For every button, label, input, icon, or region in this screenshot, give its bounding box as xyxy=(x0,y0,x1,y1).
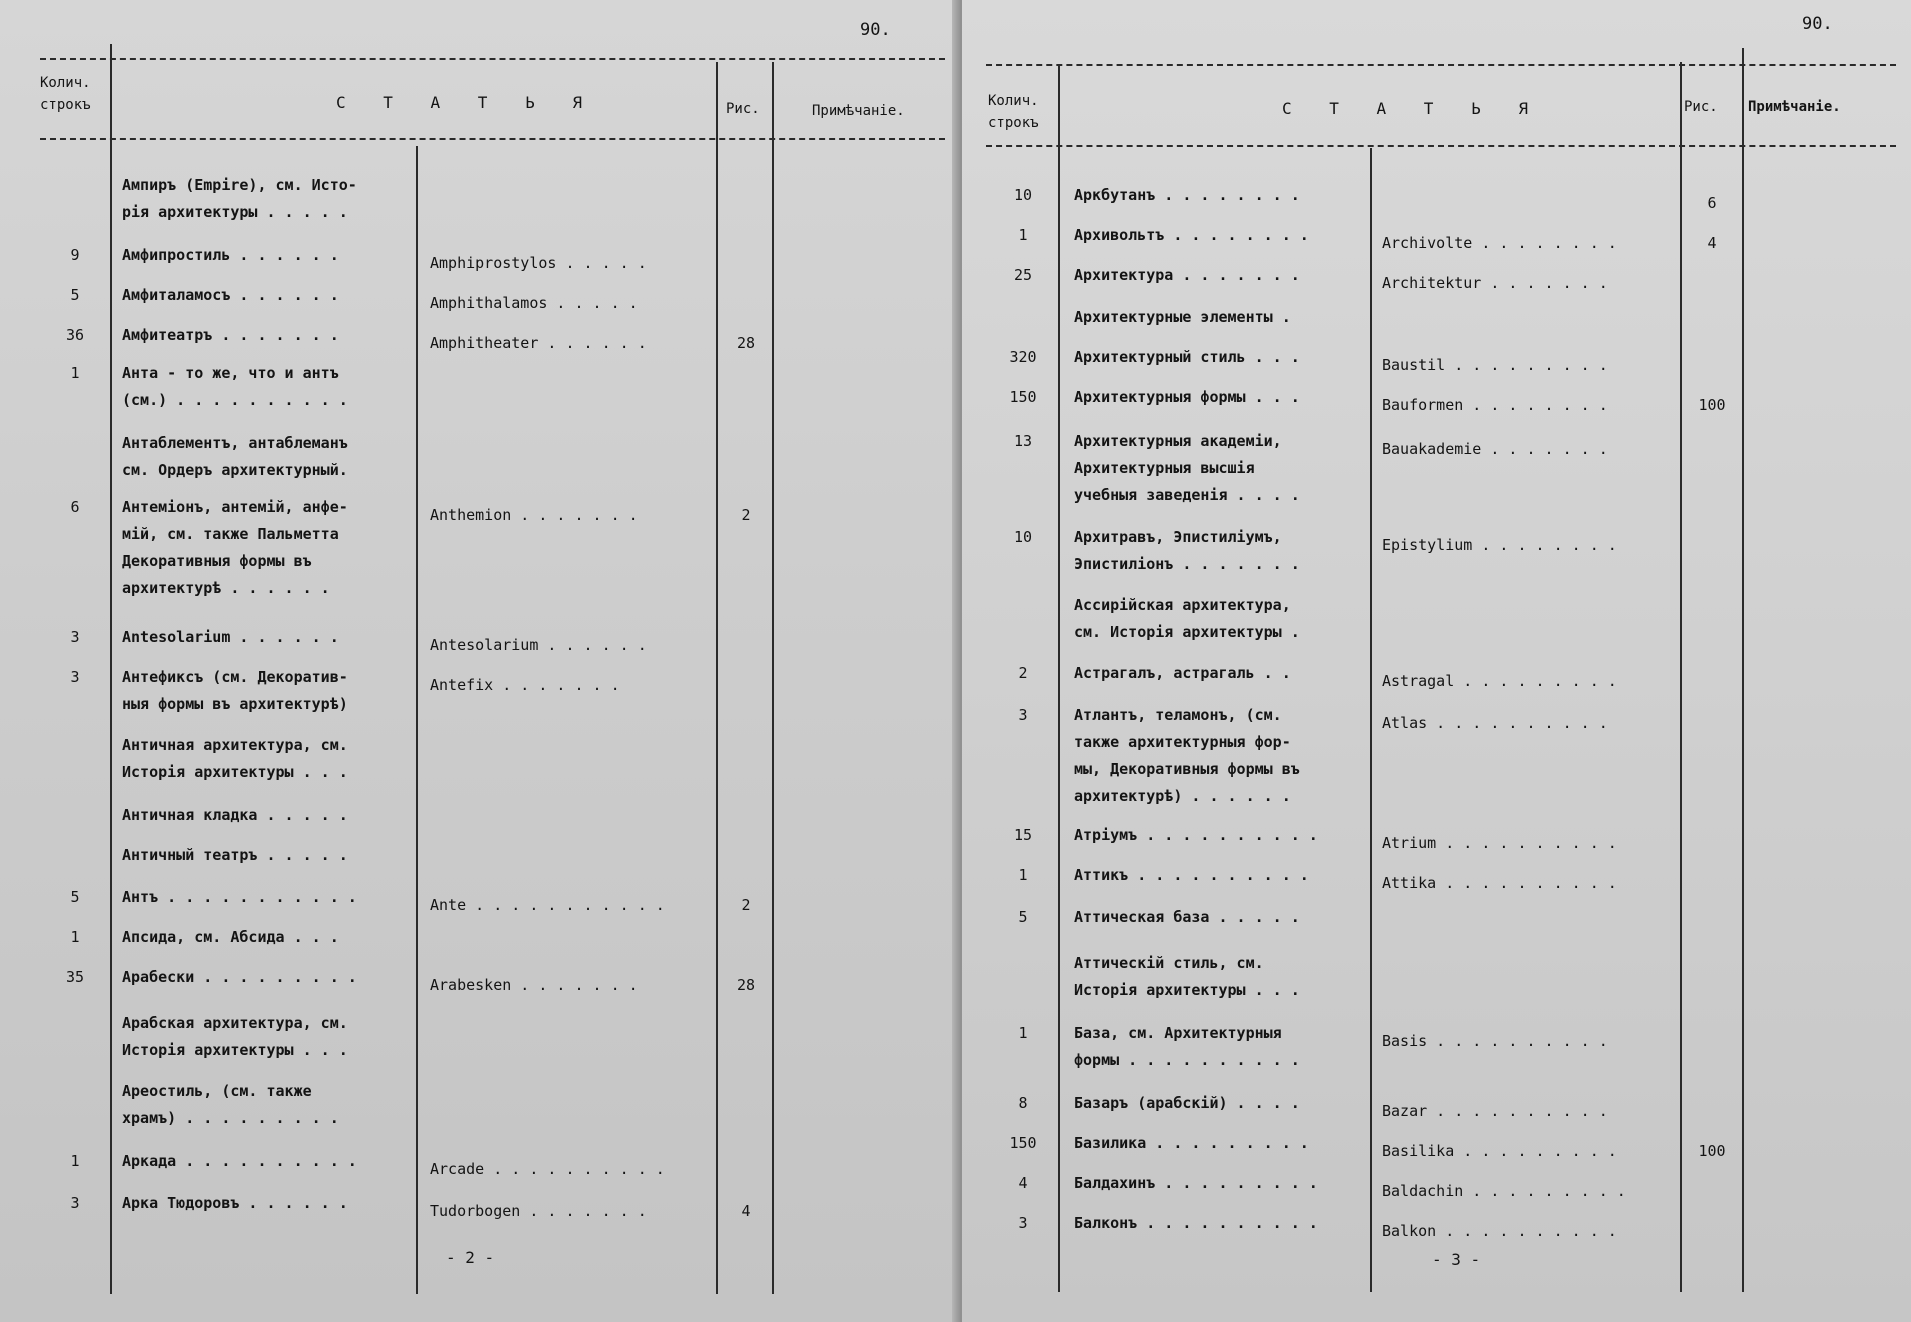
article-line: Базаръ (арабскій) . . . . xyxy=(1074,1094,1300,1112)
header-note: Примѣчаніе. xyxy=(812,103,905,119)
row-article xyxy=(1074,1170,1318,1197)
article-line: Архитектура . . . . . . . xyxy=(1074,266,1300,284)
article-line: учебныя заведенія . . . . xyxy=(1074,486,1300,504)
article-line: Архитектурные элементы . xyxy=(1074,308,1291,326)
row-foreign-term: Arcade . . . . . . . . . . xyxy=(430,1160,665,1178)
article-line: Ампиръ (Empire), см. Исто- xyxy=(122,176,357,194)
article-line: Аркбутанъ . . . . . . . . xyxy=(1074,186,1300,204)
row-article xyxy=(1074,222,1309,249)
header-figure: Рис. xyxy=(726,101,760,117)
row-article xyxy=(122,732,348,786)
article-line: Ареостиль, (см. также xyxy=(122,1082,312,1100)
row-count: 4 xyxy=(1018,1174,1028,1192)
row-article xyxy=(1074,344,1300,371)
row-count: 150 xyxy=(1009,1134,1037,1152)
article-line: Эпистиліонъ . . . . . . . xyxy=(1074,555,1300,573)
article-line: (см.) . . . . . . . . . . xyxy=(122,391,348,409)
article-line: Амфипростиль . . . . . . xyxy=(122,246,339,264)
row-count: 6 xyxy=(70,498,80,516)
row-count: 320 xyxy=(1009,348,1037,366)
header-article: С Т А Т Ь Я xyxy=(336,93,596,112)
row-count: 9 xyxy=(70,246,80,264)
header-article: С Т А Т Ь Я xyxy=(1282,99,1542,118)
row-count: 25 xyxy=(1013,266,1033,284)
article-line: Античный театръ . . . . . xyxy=(122,846,348,864)
row-article xyxy=(122,360,348,414)
article-line: Балдахинъ . . . . . . . . . xyxy=(1074,1174,1318,1192)
article-line: Астрагалъ, астрагаль . . xyxy=(1074,664,1291,682)
row-foreign-term: Atlas . . . . . . . . . . xyxy=(1382,714,1608,732)
article-line: см. Исторія архитектуры . xyxy=(1074,623,1300,641)
row-foreign-term: Amphithalamos . . . . . xyxy=(430,294,638,312)
column-divider xyxy=(1370,148,1372,1292)
row-article xyxy=(122,924,339,951)
row-article xyxy=(122,172,357,226)
row-article xyxy=(1074,702,1300,810)
row-article xyxy=(1074,182,1300,209)
row-article xyxy=(1074,592,1300,646)
article-line: База, см. Архитектурныя xyxy=(1074,1024,1282,1042)
row-foreign-term: Balkon . . . . . . . . . . xyxy=(1382,1222,1617,1240)
row-count: 10 xyxy=(1013,186,1033,204)
row-article xyxy=(1074,1020,1300,1074)
page-number-bottom: - 2 - xyxy=(446,1248,495,1267)
row-count: 1 xyxy=(1018,866,1028,884)
row-figure: 28 xyxy=(736,976,756,994)
article-line: Архитектурныя академіи, xyxy=(1074,432,1282,450)
row-count: 150 xyxy=(1009,388,1037,406)
article-line: Антеміонъ, антемій, анфе- xyxy=(122,498,348,516)
row-count: 3 xyxy=(1018,1214,1028,1232)
row-figure: 28 xyxy=(736,334,756,352)
column-divider xyxy=(716,62,718,1294)
row-count: 13 xyxy=(1013,432,1033,450)
header-top-rule xyxy=(986,64,1896,66)
article-line: Антъ . . . . . . . . . . . xyxy=(122,888,357,906)
header-note: Примѣчаніе. xyxy=(1748,99,1841,115)
row-article xyxy=(1074,1130,1309,1157)
row-article xyxy=(122,1078,339,1132)
article-line: Архитектурныя формы . . . xyxy=(1074,388,1300,406)
article-line: формы . . . . . . . . . . xyxy=(1074,1051,1300,1069)
row-article xyxy=(122,430,348,484)
row-count: 3 xyxy=(70,668,80,686)
row-foreign-term: Astragal . . . . . . . . . xyxy=(1382,672,1617,690)
row-count: 2 xyxy=(1018,664,1028,682)
row-article xyxy=(122,964,357,991)
article-line: Аркада . . . . . . . . . . xyxy=(122,1152,357,1170)
row-article xyxy=(122,802,348,829)
row-article xyxy=(122,842,348,869)
row-article xyxy=(1074,950,1300,1004)
row-foreign-term: Bazar . . . . . . . . . . xyxy=(1382,1102,1608,1120)
row-article xyxy=(1074,822,1318,849)
row-foreign-term: Amphitheater . . . . . . xyxy=(430,334,647,352)
article-line: Базилика . . . . . . . . . xyxy=(1074,1134,1309,1152)
article-line: Архитектурный стиль . . . xyxy=(1074,348,1300,366)
row-foreign-term: Bauformen . . . . . . . . xyxy=(1382,396,1608,414)
article-line: Арабески . . . . . . . . . xyxy=(122,968,357,986)
article-line: Архивольтъ . . . . . . . . xyxy=(1074,226,1309,244)
row-count: 3 xyxy=(70,1194,80,1212)
article-line: Атріумъ . . . . . . . . . . xyxy=(1074,826,1318,844)
row-article xyxy=(1074,660,1291,687)
row-count: 1 xyxy=(70,1152,80,1170)
article-line: Амфитеатръ . . . . . . . xyxy=(122,326,339,344)
article-line: Атлантъ, теламонъ, (см. xyxy=(1074,706,1282,724)
row-foreign-term: Amphiprostylos . . . . . xyxy=(430,254,647,272)
row-count: 3 xyxy=(1018,706,1028,724)
article-line: Аттическій стиль, см. xyxy=(1074,954,1264,972)
column-divider xyxy=(1742,48,1744,1292)
row-article xyxy=(1074,1210,1318,1237)
row-article xyxy=(122,1010,348,1064)
row-foreign-term: Archivolte . . . . . . . . xyxy=(1382,234,1617,252)
row-count: 5 xyxy=(70,286,80,304)
article-line: Амфиталамосъ . . . . . . xyxy=(122,286,339,304)
article-line: архитектурѣ . . . . . . xyxy=(122,579,330,597)
column-divider xyxy=(1058,66,1060,1292)
row-article xyxy=(1074,524,1300,578)
right-page xyxy=(962,0,1911,1322)
column-divider xyxy=(416,146,418,1294)
row-foreign-term: Epistylium . . . . . . . . xyxy=(1382,536,1617,554)
row-figure: 6 xyxy=(1707,194,1717,212)
article-line: Исторія архитектуры . . . xyxy=(1074,981,1300,999)
page-number-top: 90. xyxy=(860,20,891,40)
article-line: Архитравъ, Эпистиліумъ, xyxy=(1074,528,1282,546)
article-line: Antesolarium . . . . . . xyxy=(122,628,339,646)
row-foreign-term: Basilika . . . . . . . . . xyxy=(1382,1142,1617,1160)
header-bottom-rule xyxy=(40,138,945,140)
row-figure: 100 xyxy=(1698,396,1726,414)
row-article xyxy=(1074,384,1300,411)
row-article xyxy=(1074,862,1309,889)
article-line: рія архитектуры . . . . . xyxy=(122,203,348,221)
row-count: 10 xyxy=(1013,528,1033,546)
row-article xyxy=(1074,428,1300,509)
article-line: Декоративныя формы въ xyxy=(122,552,312,570)
row-foreign-term: Anthemion . . . . . . . xyxy=(430,506,638,524)
column-divider xyxy=(772,62,774,1294)
row-foreign-term: Baldachin . . . . . . . . . xyxy=(1382,1182,1626,1200)
row-article xyxy=(122,322,339,349)
row-article xyxy=(122,1190,348,1217)
row-foreign-term: Basis . . . . . . . . . . xyxy=(1382,1032,1608,1050)
header-figure: Рис. xyxy=(1684,99,1718,115)
row-foreign-term: Tudorbogen . . . . . . . xyxy=(430,1202,647,1220)
article-line: Античная архитектура, см. xyxy=(122,736,348,754)
row-article xyxy=(122,664,348,718)
article-line: Балконъ . . . . . . . . . . xyxy=(1074,1214,1318,1232)
article-line: Ассирійская архитектура, xyxy=(1074,596,1291,614)
row-article xyxy=(122,1148,357,1175)
row-foreign-term: Antefix . . . . . . . xyxy=(430,676,620,694)
row-article xyxy=(1074,262,1300,289)
article-line: см. Ордеръ архитектурный. xyxy=(122,461,348,479)
article-line: Арабская архитектура, см. xyxy=(122,1014,348,1032)
column-divider xyxy=(110,44,112,1294)
article-line: храмъ) . . . . . . . . . xyxy=(122,1109,339,1127)
article-line: ныя формы въ архитектурѣ) xyxy=(122,695,348,713)
row-article xyxy=(122,624,339,651)
row-article xyxy=(122,242,339,269)
article-line: Антаблементъ, антаблеманъ xyxy=(122,434,348,452)
article-line: Арка Тюдоровъ . . . . . . xyxy=(122,1194,348,1212)
header-top-rule xyxy=(40,58,945,60)
row-count: 35 xyxy=(65,968,85,986)
row-figure: 4 xyxy=(741,1202,751,1220)
row-foreign-term: Antesolarium . . . . . . xyxy=(430,636,647,654)
header-count: Колич. строкъ xyxy=(988,93,1039,131)
article-line: Исторія архитектуры . . . xyxy=(122,763,348,781)
article-line: архитектурѣ) . . . . . . xyxy=(1074,787,1291,805)
row-foreign-term: Atrium . . . . . . . . . . xyxy=(1382,834,1617,852)
row-count: 1 xyxy=(1018,1024,1028,1042)
row-foreign-term: Attika . . . . . . . . . . xyxy=(1382,874,1617,892)
row-article xyxy=(122,282,339,309)
article-line: мы, Декоративныя формы въ xyxy=(1074,760,1300,778)
article-line: Архитектурныя высшія xyxy=(1074,459,1255,477)
article-line: Аттикъ . . . . . . . . . . xyxy=(1074,866,1309,884)
row-count: 5 xyxy=(70,888,80,906)
row-foreign-term: Ante . . . . . . . . . . . xyxy=(430,896,665,914)
row-count: 1 xyxy=(1018,226,1028,244)
row-count: 36 xyxy=(65,326,85,344)
page-number-bottom: - 3 - xyxy=(1432,1250,1481,1269)
article-line: Античная кладка . . . . . xyxy=(122,806,348,824)
article-line: Аттическая база . . . . . xyxy=(1074,908,1300,926)
article-line: Апсида, см. Абсида . . . xyxy=(122,928,339,946)
article-line: мій, см. также Пальметта xyxy=(122,525,339,543)
row-count: 15 xyxy=(1013,826,1033,844)
row-foreign-term: Architektur . . . . . . . xyxy=(1382,274,1608,292)
article-line: также архитектурныя фор- xyxy=(1074,733,1291,751)
row-figure: 100 xyxy=(1698,1142,1726,1160)
row-article xyxy=(1074,1090,1300,1117)
row-count: 1 xyxy=(70,364,80,382)
header-count: Колич. строкъ xyxy=(40,75,91,113)
row-figure: 2 xyxy=(741,896,751,914)
row-article xyxy=(122,494,348,602)
row-count: 3 xyxy=(70,628,80,646)
article-line: Исторія архитектуры . . . xyxy=(122,1041,348,1059)
row-article xyxy=(1074,904,1300,931)
article-line: Антефиксъ (см. Декоратив- xyxy=(122,668,348,686)
row-figure: 4 xyxy=(1707,234,1717,252)
row-figure: 2 xyxy=(741,506,751,524)
page-number-top: 90. xyxy=(1802,14,1833,34)
row-foreign-term: Baustil . . . . . . . . . xyxy=(1382,356,1608,374)
row-foreign-term: Arabesken . . . . . . . xyxy=(430,976,638,994)
row-count: 1 xyxy=(70,928,80,946)
header-bottom-rule xyxy=(986,145,1896,147)
article-line: Анта - то же, что и антъ xyxy=(122,364,339,382)
row-article xyxy=(122,884,357,911)
row-count: 5 xyxy=(1018,908,1028,926)
row-article xyxy=(1074,304,1291,331)
row-count: 8 xyxy=(1018,1094,1028,1112)
row-foreign-term: Bauakademie . . . . . . . xyxy=(1382,440,1608,458)
